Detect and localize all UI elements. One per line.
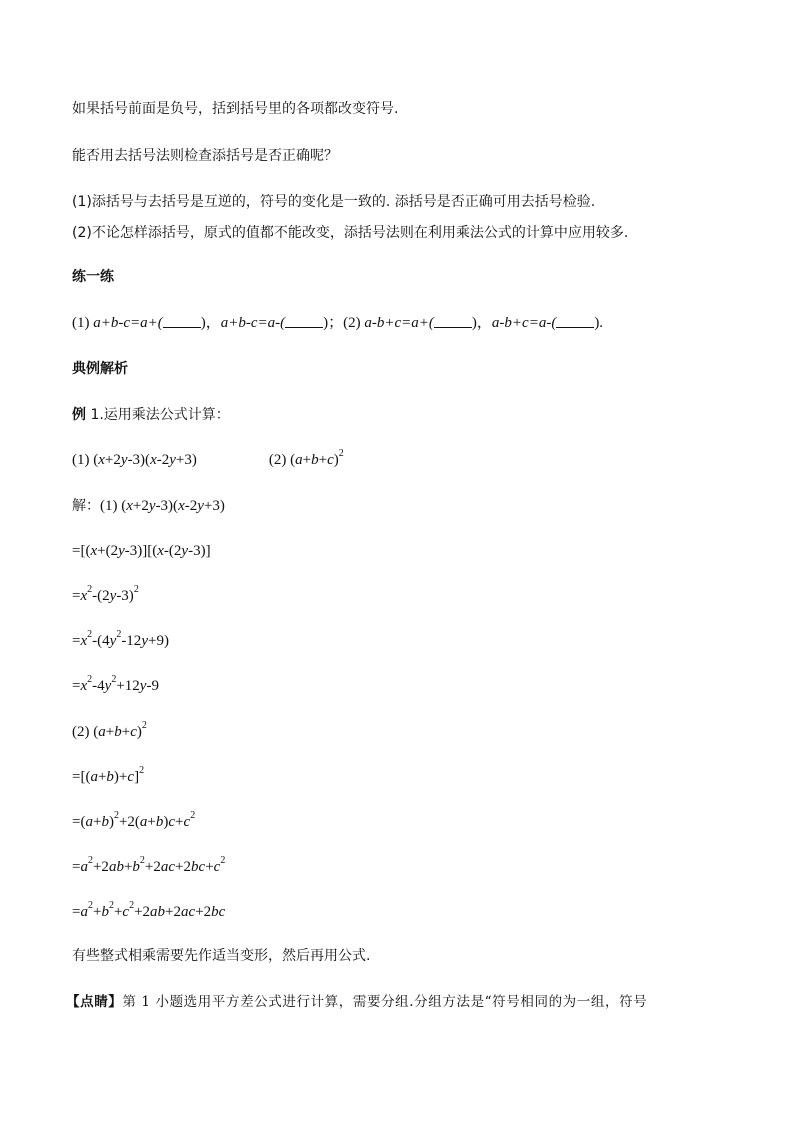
answer-blank[interactable] <box>163 314 201 328</box>
example-1-problems: (1) (x+2y-3)(x-2y+3) (2) $(a+b+c)^2$ <box>72 448 344 468</box>
solution-step-4: $=x^2-(4y^2-12y+9)$ <box>72 629 169 649</box>
solution-step-1: 解：(1) (x+2y-3)(x-2y+3) <box>72 498 225 514</box>
solution-step-5: $=x^2-4y^2+12y-9$ <box>72 674 159 694</box>
solution-part-2: (2) $(a+b+c)^2$ <box>72 720 147 740</box>
answer-blank[interactable] <box>434 314 472 328</box>
rule-text: 如果括号前面是负号，括到括号里的各项都改变符号. <box>72 101 399 117</box>
answer-blank[interactable] <box>556 314 594 328</box>
example-heading: 典例解析 <box>72 361 128 377</box>
practice-exercise: (1) a+b-c=a+( )，a+b-c=a-( )；(2) a-b+c=a+( )，a-b+c=a-( ). <box>72 315 604 331</box>
answer-blank[interactable] <box>285 314 323 328</box>
solution-step-3: $=x^2-(2y-3)^2$ <box>72 584 139 604</box>
solution-step-9: $=a^2+b^2+c^2+2ab+2ac+2bc$ <box>72 900 226 920</box>
answer-1-text: (1)添括号与去括号是互逆的，符号的变化是一致的. 添括号是否正确可用去括号检验. <box>72 194 596 210</box>
practice-heading: 练一练 <box>72 269 114 285</box>
question-text: 能否用去括号法则检查添括号是否正确呢？ <box>72 148 338 164</box>
answer-2-text: (2)不论怎样添括号，原式的值都不能改变，添括号法则在利用乘法公式的计算中应用较多. <box>72 225 629 241</box>
solution-step-2: =[(x+(2y-3)][(x-(2y-3)] <box>72 543 211 559</box>
solution-step-8: $=a^2+2ab+b^2+2ac+2bc+c^2$ <box>72 855 226 875</box>
example-1-prompt: 例 1.运用乘法公式计算： <box>72 407 230 423</box>
solution-step-6: $=[(a+b)+c]^2$ <box>72 765 145 785</box>
tip-note: 【点睛】第 1 小题选用平方差公式进行计算，需要分组.分组方法是“符号相同的为一组，符号 <box>66 994 648 1010</box>
solution-step-7: $=(a+b)^2+2(a+b)c+c^2$ <box>72 810 196 830</box>
conclusion-text: 有些整式相乘需要先作适当变形，然后再用公式. <box>72 948 371 964</box>
